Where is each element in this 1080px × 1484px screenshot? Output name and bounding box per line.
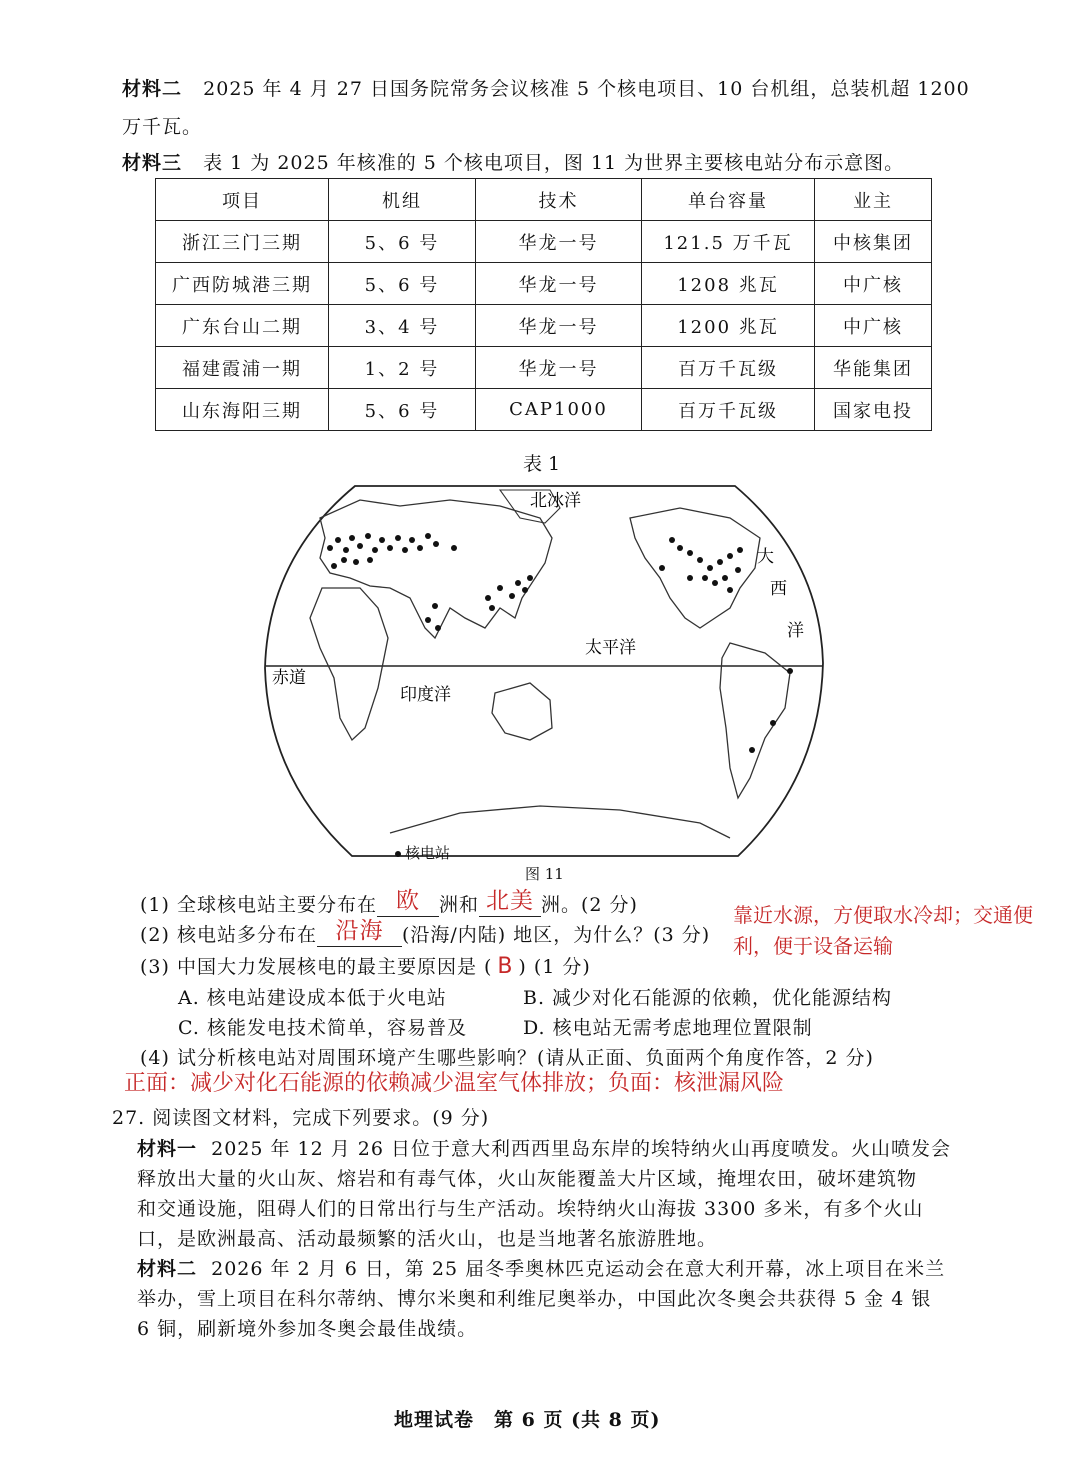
table-cell: CAP1000 — [476, 389, 642, 431]
table-cell: 华能集团 — [815, 347, 932, 389]
africa-outline — [310, 588, 388, 740]
australia-outline — [492, 683, 552, 740]
table-cell: 5、6 号 — [329, 221, 476, 263]
material3-label: 材料三 — [122, 152, 183, 174]
q3-suffix: ) (1 分) — [518, 956, 591, 978]
q4-answer: 正面：减少对化石能源的依赖减少温室气体排放；负面：核泄漏风险 — [124, 1071, 785, 1096]
table-cell: 福建霞浦一期 — [156, 347, 329, 389]
q27-material2-text: 2026 年 2 月 6 日，第 25 届冬季奥林匹克运动会在意大利开幕，冰上项目在米兰 — [211, 1258, 946, 1280]
table-cell: 华龙一号 — [476, 305, 642, 347]
q27-material2-line2: 举办，雪上项目在科尔蒂纳、博尔米奥和利维尼奥举办，中国此次冬奥会共获得 5 金 4 银 — [137, 1288, 932, 1310]
q2-note-line1: 靠近水源，方便取水冷却；交通便 — [733, 903, 1033, 927]
q27-material2-line1 — [137, 1254, 945, 1281]
table-cell: 5、6 号 — [329, 389, 476, 431]
table-cell: 中广核 — [815, 305, 932, 347]
q3-answer: B — [497, 954, 514, 979]
q1-blank-2[interactable] — [479, 888, 541, 917]
q27-material2-line3: 6 铜，刷新境外参加冬奥会最佳战绩。 — [137, 1318, 478, 1340]
nuclear-dots-europe — [327, 533, 457, 569]
q1-answer-1: 欧 — [395, 888, 420, 914]
material2-text: 2025 年 4 月 27 日国务院常务会议核准 5 个核电项目、10 台机组，总装机超 1200 — [203, 78, 970, 100]
q3-blank[interactable] — [492, 954, 518, 979]
q27-material1-line2: 释放出大量的火山灰、熔岩和有毒气体，火山灰能覆盖大片区域，掩埋农田，破坏建筑物 — [137, 1168, 918, 1190]
q27-material1-text: 2025 年 12 月 26 日位于意大利西西里岛东岸的埃特纳火山再度喷发。火山喷发会 — [211, 1138, 952, 1160]
q3-option-b: B. 减少对化石能源的依赖，优化能源结构 — [523, 987, 893, 1009]
table-cell: 华龙一号 — [476, 221, 642, 263]
table-row — [156, 221, 932, 263]
table-cell: 百万千瓦级 — [642, 389, 815, 431]
nuclear-dots-south-america — [749, 668, 793, 753]
table-cell: 中广核 — [815, 263, 932, 305]
nuclear-dots-north-america — [659, 537, 743, 593]
nuclear-project-table — [155, 178, 932, 431]
table-cell: 百万千瓦级 — [642, 347, 815, 389]
table-row — [156, 305, 932, 347]
table-cell: 3、4 号 — [329, 305, 476, 347]
material2-line1 — [122, 74, 970, 101]
question-2 — [140, 920, 710, 947]
q27-material1-line1 — [137, 1134, 951, 1161]
q27-material1-label: 材料一 — [137, 1138, 198, 1160]
table-row — [156, 263, 932, 305]
material2-line2: 万千瓦。 — [122, 116, 203, 138]
atlantic-label-3: 洋 — [787, 621, 804, 641]
indian-ocean-label: 印度洋 — [400, 685, 451, 705]
table-cell: 广东台山二期 — [156, 305, 329, 347]
equator-label: 赤道 — [272, 668, 306, 688]
table-cell: 1208 兆瓦 — [642, 263, 815, 305]
question-3 — [140, 952, 591, 979]
world-nuclear-map — [260, 478, 830, 868]
table-cell: 国家电投 — [815, 389, 932, 431]
table-cell: 华龙一号 — [476, 347, 642, 389]
legend-dot-icon — [395, 851, 401, 857]
atlantic-label-1: 大 — [757, 547, 774, 567]
q27-material2-label: 材料二 — [137, 1258, 198, 1280]
material3-text: 表 1 为 2025 年核准的 5 个核电项目，图 11 为世界主要核电站分布示意图。 — [203, 152, 905, 174]
table-cell: 中核集团 — [815, 221, 932, 263]
table-header-row — [156, 179, 932, 221]
table-row — [156, 347, 932, 389]
table-header: 技术 — [476, 179, 642, 221]
q1-suffix: 洲。(2 分) — [540, 894, 638, 916]
page-footer: 地理试卷 第 6 页 (共 8 页) — [394, 1409, 661, 1431]
question-27-title: 27. 阅读图文材料，完成下列要求。(9 分) — [112, 1107, 490, 1129]
table-cell: 广西防城港三期 — [156, 263, 329, 305]
map-frame — [265, 486, 823, 856]
map-caption: 图 11 — [525, 865, 564, 883]
table-cell: 山东海阳三期 — [156, 389, 329, 431]
table-cell: 浙江三门三期 — [156, 221, 329, 263]
q2-blank[interactable] — [317, 918, 402, 947]
table-header: 机组 — [329, 179, 476, 221]
north-america-outline — [630, 508, 760, 628]
table-row — [156, 389, 932, 431]
arctic-ocean-label: 北冰洋 — [530, 491, 581, 511]
table-caption: 表 1 — [523, 453, 561, 475]
q1-mid: 洲和 — [438, 894, 479, 916]
table-cell: 121.5 万千瓦 — [642, 221, 815, 263]
antarctica-outline — [390, 806, 730, 838]
pacific-ocean-label: 太平洋 — [585, 638, 636, 658]
q2-answer: 沿海 — [335, 918, 384, 944]
nuclear-dots-asia — [425, 575, 533, 631]
question-4: (4) 试分析核电站对周围环境产生哪些影响？(请从正面、负面两个角度作答，2 分) — [140, 1047, 874, 1069]
table-header: 单台容量 — [642, 179, 815, 221]
table-header: 项目 — [156, 179, 329, 221]
table-cell: 5、6 号 — [329, 263, 476, 305]
q2-suffix: (沿海/内陆) 地区，为什么？(3 分) — [401, 924, 711, 946]
q3-option-c: C. 核能发电技术简单，容易普及 — [178, 1017, 467, 1039]
table-cell: 华龙一号 — [476, 263, 642, 305]
q27-material1-line3: 和交通设施，阻碍人们的日常出行与生产活动。埃特纳火山海拔 3300 多米，有多个火山 — [137, 1198, 924, 1220]
atlantic-label-2: 西 — [770, 579, 787, 599]
q1-prefix: (1) 全球核电站主要分布在 — [140, 894, 377, 916]
q2-note-line2: 利，便于设备运输 — [733, 934, 893, 958]
table-cell: 1200 兆瓦 — [642, 305, 815, 347]
eurasia-outline — [320, 500, 552, 638]
material2-label: 材料二 — [122, 78, 183, 100]
q1-answer-2: 北美 — [485, 888, 534, 914]
table-header: 业主 — [815, 179, 932, 221]
q3-prefix: (3) 中国大力发展核电的最主要原因是 ( — [140, 956, 493, 978]
q2-prefix: (2) 核电站多分布在 — [140, 924, 317, 946]
material3-line — [122, 148, 904, 175]
table-cell: 1、2 号 — [329, 347, 476, 389]
q27-material1-line4: 口，是欧洲最高、活动最频繁的活火山，也是当地著名旅游胜地。 — [137, 1228, 718, 1250]
q3-option-a: A. 核电站建设成本低于火电站 — [178, 987, 447, 1009]
legend-label: 核电站 — [405, 844, 451, 862]
map-legend — [395, 842, 450, 863]
q3-option-d: D. 核电站无需考虑地理位置限制 — [523, 1017, 813, 1039]
